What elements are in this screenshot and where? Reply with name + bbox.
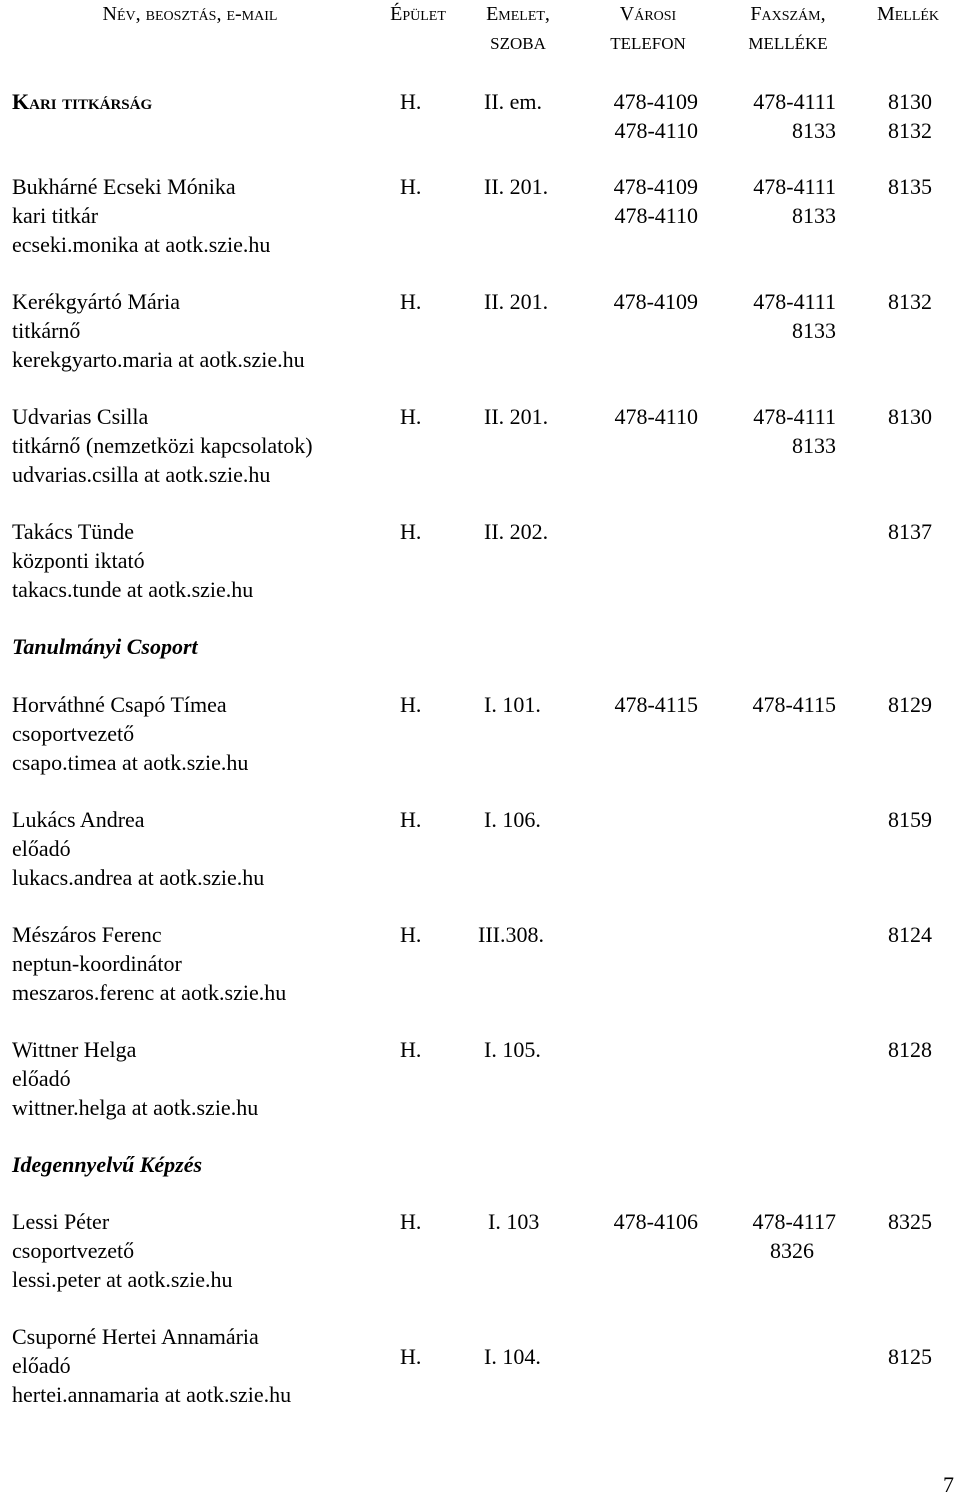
- row-6-building: H.: [400, 807, 422, 832]
- row-5-fax-1: 478-4115: [752, 692, 836, 717]
- row-2-floor: II. 201.: [484, 289, 549, 314]
- row-3-fax: [712, 402, 836, 460]
- row-0-phone: [576, 87, 698, 145]
- row-5-ext-1: 8129: [888, 692, 932, 717]
- row-8-email: wittner.helga at aotk.szie.hu: [12, 1095, 259, 1120]
- row-9-email: lessi.peter at aotk.szie.hu: [12, 1267, 233, 1292]
- row-10-floor: I. 104.: [484, 1344, 541, 1369]
- row-3-ext: [852, 402, 932, 431]
- row-2-ext-1: 8132: [888, 289, 932, 314]
- row-3-fax-2: 8133: [792, 433, 836, 458]
- row-7-position: neptun-koordinátor: [12, 951, 182, 976]
- row-4-name: [12, 517, 253, 604]
- header-ext-line1: Mellék: [876, 3, 940, 25]
- header-fax-line1: Faxszám,: [750, 3, 826, 25]
- row-7-email: meszaros.ferenc at aotk.szie.hu: [12, 980, 287, 1005]
- row-0-ext: [852, 87, 932, 145]
- row-2-ext: [852, 287, 932, 316]
- row-5-name: [12, 690, 248, 777]
- row-9-fax-1: 478-4117: [752, 1209, 836, 1234]
- row-1-name: [12, 172, 270, 259]
- header-floor-line2: SZOBA: [490, 34, 546, 53]
- row-3-person: Udvarias Csilla: [12, 404, 149, 429]
- section-title-tanulmanyi: Tanulmányi Csoport: [12, 634, 198, 659]
- row-0-phone-1: 478-4109: [613, 89, 698, 114]
- row-10-ext-1: 8125: [888, 1344, 932, 1369]
- row-6-ext-1: 8159: [888, 807, 932, 832]
- row-2-fax: [712, 287, 836, 345]
- row-8-name: [12, 1035, 258, 1122]
- row-5-fax: [712, 690, 836, 719]
- header-phone-line2: TELEFON: [610, 34, 686, 53]
- row-3-fax-1: 478-4111: [753, 404, 836, 429]
- row-1-ext-1: 8135: [888, 174, 932, 199]
- row-8-person: Wittner Helga: [12, 1037, 137, 1062]
- row-0-floor: II. em.: [484, 89, 543, 114]
- row-0-title: Kari titkárság: [12, 89, 153, 114]
- row-2-email: kerekgyarto.maria at aotk.szie.hu: [12, 347, 305, 372]
- row-5-phone: [576, 690, 698, 719]
- row-3-building: H.: [400, 404, 422, 429]
- row-9-fax: [712, 1207, 836, 1265]
- row-5-position: csoportvezető: [12, 721, 135, 746]
- row-0-phone-2: 478-4110: [614, 118, 698, 143]
- row-4-ext-1: 8137: [888, 519, 932, 544]
- header-building-line1: Épület: [390, 3, 446, 25]
- header-fax-line2: MELLÉKE: [748, 34, 828, 53]
- row-10-person: Csuporné Hertei Annamária: [12, 1324, 259, 1349]
- row-7-building: H.: [400, 922, 422, 947]
- row-4-building: H.: [400, 519, 422, 544]
- row-5-building: H.: [400, 692, 422, 717]
- row-2-position: titkárnő: [12, 318, 81, 343]
- header-floor-line1: Emelet,: [486, 3, 550, 25]
- row-1-building: H.: [400, 174, 422, 199]
- row-10-building: H.: [400, 1344, 422, 1369]
- row-0-ext-1: 8130: [888, 89, 932, 114]
- row-1-person: Bukhárné Ecseki Mónika: [12, 174, 236, 199]
- row-8-position: előadó: [12, 1066, 71, 1091]
- row-9-ext-1: 8325: [888, 1209, 932, 1234]
- row-8-ext-1: 8128: [888, 1037, 932, 1062]
- row-7-person: Mészáros Ferenc: [12, 922, 162, 947]
- row-10-email: hertei.annamaria at aotk.szie.hu: [12, 1382, 292, 1407]
- row-8-ext: [852, 1035, 932, 1064]
- row-1-fax-1: 478-4111: [753, 174, 836, 199]
- row-3-floor: II. 201.: [484, 404, 549, 429]
- row-8-floor: I. 105.: [484, 1037, 541, 1062]
- row-5-person: Horváthné Csapó Tímea: [12, 692, 227, 717]
- row-6-position: előadó: [12, 836, 71, 861]
- section-title-idegennyelvu: Idegennyelvű Képzés: [12, 1152, 203, 1177]
- row-6-person: Lukács Andrea: [12, 807, 145, 832]
- row-4-email: takacs.tunde at aotk.szie.hu: [12, 577, 254, 602]
- row-4-ext: [852, 517, 932, 546]
- row-5-ext: [852, 690, 932, 719]
- row-2-fax-2: 8133: [792, 318, 836, 343]
- header-phone: [596, 0, 700, 58]
- row-9-building: H.: [400, 1209, 422, 1234]
- row-0-fax: [712, 87, 836, 145]
- row-2-person: Kerékgyártó Mária: [12, 289, 180, 314]
- row-2-building: H.: [400, 289, 422, 314]
- row-9-phone: [576, 1207, 698, 1236]
- row-3-ext-1: 8130: [888, 404, 932, 429]
- row-3-email: udvarias.csilla at aotk.szie.hu: [12, 462, 271, 487]
- row-9-ext: [852, 1207, 932, 1236]
- row-7-ext: [852, 920, 932, 949]
- row-0-fax-1: 478-4111: [753, 89, 836, 114]
- row-1-floor: II. 201.: [484, 174, 549, 199]
- row-1-phone-2: 478-4110: [614, 203, 698, 228]
- header-name-line1: Név, beosztás, e-mail: [102, 3, 278, 25]
- row-5-phone-1: 478-4115: [614, 692, 698, 717]
- header-building: [368, 0, 468, 58]
- row-5-email: csapo.timea at aotk.szie.hu: [12, 750, 249, 775]
- row-10-ext: [852, 1342, 932, 1371]
- header-name: [40, 0, 340, 58]
- row-6-name: [12, 805, 264, 892]
- row-9-fax-2: 8326: [770, 1238, 814, 1263]
- row-2-phone: [576, 287, 698, 316]
- row-4-position: központi iktató: [12, 548, 145, 573]
- row-9-position: csoportvezető: [12, 1238, 135, 1263]
- row-0-fax-2: 8133: [792, 118, 836, 143]
- row-6-email: lukacs.andrea at aotk.szie.hu: [12, 865, 265, 890]
- row-0-building: H.: [400, 89, 422, 114]
- row-1-ext: [852, 172, 932, 201]
- row-6-floor: I. 106.: [484, 807, 541, 832]
- row-6-ext: [852, 805, 932, 834]
- page-number: 7: [943, 1472, 954, 1497]
- row-3-phone-1: 478-4110: [614, 404, 698, 429]
- row-10-name: [12, 1322, 291, 1409]
- header-floor: [466, 0, 570, 58]
- row-9-person: Lessi Péter: [12, 1209, 110, 1234]
- row-9-phone-1: 478-4106: [613, 1209, 698, 1234]
- row-9-floor: I. 103: [488, 1209, 540, 1234]
- row-3-name: [12, 402, 313, 489]
- row-8-building: H.: [400, 1037, 422, 1062]
- row-1-phone: [576, 172, 698, 230]
- row-1-phone-1: 478-4109: [613, 174, 698, 199]
- row-4-floor: II. 202.: [484, 519, 549, 544]
- row-2-phone-1: 478-4109: [613, 289, 698, 314]
- row-1-email: ecseki.monika at aotk.szie.hu: [12, 232, 271, 257]
- row-1-fax: [712, 172, 836, 230]
- row-1-position: kari titkár: [12, 203, 99, 228]
- row-10-position: előadó: [12, 1353, 71, 1378]
- row-2-fax-1: 478-4111: [753, 289, 836, 314]
- row-3-position: titkárnő (nemzetközi kapcsolatok): [12, 433, 313, 458]
- header-phone-line1: Városi: [619, 3, 677, 25]
- header-ext: [858, 0, 958, 58]
- row-7-floor: III.308.: [478, 922, 544, 947]
- row-7-ext-1: 8124: [888, 922, 932, 947]
- row-2-name: [12, 287, 305, 374]
- row-0-ext-2: 8132: [888, 118, 932, 143]
- row-5-floor: I. 101.: [484, 692, 541, 717]
- row-3-phone: [576, 402, 698, 431]
- header-fax: [726, 0, 850, 58]
- row-0-name: [12, 87, 152, 116]
- row-1-fax-2: 8133: [792, 203, 836, 228]
- row-7-name: [12, 920, 286, 1007]
- row-9-name: [12, 1207, 233, 1294]
- row-4-person: Takács Tünde: [12, 519, 135, 544]
